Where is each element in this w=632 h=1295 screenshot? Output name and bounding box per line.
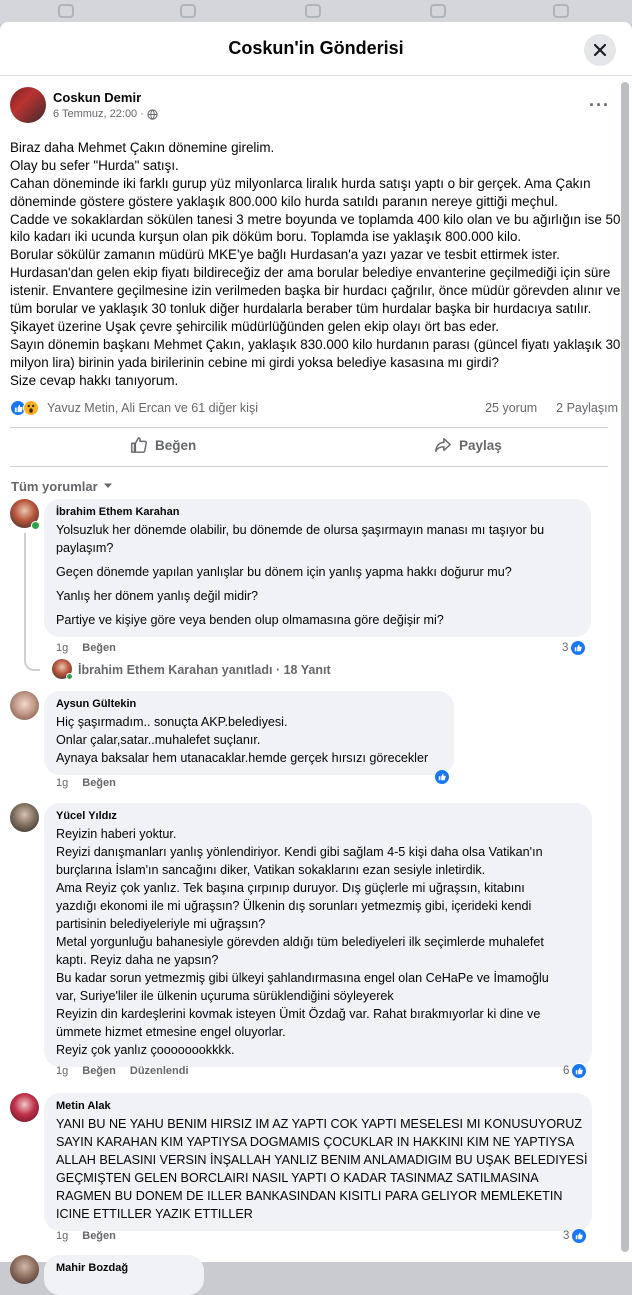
- share-button[interactable]: [434, 436, 502, 454]
- comment-bubble: [44, 1093, 592, 1231]
- groups-icon[interactable]: [430, 4, 446, 18]
- comment-text: [56, 521, 580, 629]
- comment-line: paylaşım?: [56, 541, 114, 556]
- comment-line: Reyizin haberi yoktur.: [56, 827, 177, 842]
- comment-line: Reyizin din kardeşlerini kovmak isteyen Ümit Özdağ var. Rahat bırakmıyorlar ki dine ve: [56, 1007, 541, 1022]
- close-button[interactable]: [584, 34, 616, 66]
- post-action-bar: [10, 427, 608, 467]
- comment-line: Onlar çalar,satar..muhalefet suçlanır.: [56, 733, 261, 748]
- comment-meta: [56, 1230, 116, 1242]
- comment-item: [0, 499, 618, 691]
- comment-line: YANI BU NE YAHU BENIM HIRSIZ IM AZ YAPTI COK YAPTI MESELESI MI KONUSUYORUZ: [56, 1117, 583, 1132]
- comment-line: Metal yorgunluğu bahanesiyle görevden aldığı tüm belediyeleri ilk seçimlerde muhalefet: [56, 935, 544, 950]
- shares-count[interactable]: 2 Paylaşım: [556, 401, 618, 416]
- comment-bubble: [44, 691, 454, 775]
- caret-down-icon: [103, 482, 113, 490]
- comment-like-button[interactable]: Beğen: [82, 1230, 116, 1243]
- like-count-value: 3: [562, 642, 569, 655]
- post-line: Borular sökülür zamanın müdürü MKE'ye bağlı Hurdasan'a yazı yazar ve tesbit ettirmek ister.: [10, 247, 560, 263]
- comment-line: Yolsuzluk her dönemde olabilir, bu dönemde de olursa şaşırmayın manası mı taşıyor bu: [56, 523, 545, 538]
- share-button-label: Paylaş: [459, 437, 502, 453]
- post-meta: [53, 108, 158, 120]
- comment-item: [0, 803, 618, 1093]
- dialog-title: Coskun'in Gönderisi: [228, 38, 404, 58]
- comment-item: [0, 1093, 618, 1255]
- share-icon: [434, 436, 452, 454]
- like-reaction-icon: [571, 1063, 587, 1079]
- comment-line: var, Suriye'liler ile ülkenin uçuruma sürüklendiğini söyleyerek: [56, 989, 394, 1004]
- post-line: Biraz daha Mehmet Çakın dönemine girelim.: [10, 140, 275, 155]
- post-date[interactable]: 6 Temmuz, 22:00 ·: [53, 108, 144, 120]
- post-line: Şikayet üzerine Uşak çevre şehircilik müdürlüğünden gelen ekip olayı ört bas eder.: [10, 318, 500, 334]
- reply-thread-line: [24, 533, 40, 671]
- comment-line: RAGMEN BU DONEM DE ILLER BANKASINDAN KISITLI PARA GELIYOR MEMLEKETIN: [56, 1189, 563, 1204]
- like-count-value: 3: [563, 1230, 570, 1243]
- comment-line: Geçen dönemde yapılan yanlışlar bu dönem için yanlış yapma hakkı doğurur mu?: [56, 565, 512, 580]
- gaming-icon[interactable]: [553, 4, 569, 18]
- comment-like-button[interactable]: Beğen: [82, 777, 116, 790]
- comment-like-count[interactable]: [434, 769, 450, 785]
- commenter-avatar[interactable]: [10, 1093, 39, 1122]
- comment-line: kaptı. Reyiz daha ne yapsın?: [56, 953, 219, 968]
- more-options-button[interactable]: ···: [589, 95, 610, 115]
- comments-filter[interactable]: [0, 473, 618, 499]
- commenter-name[interactable]: Metin Alak: [56, 1100, 111, 1113]
- comment-line: Reyiz çok yanlız çoooooookkkk.: [56, 1043, 235, 1058]
- post-header: [0, 77, 618, 137]
- post-dialog: [0, 22, 632, 1275]
- comment-bubble: [44, 499, 591, 637]
- counts: [485, 401, 618, 415]
- comment-line: ALLAH BELASINI VERSIN İNŞALLAH YANLIZ BENIM ANLAMADIGIM BU UŞAK BELEDIYESİ: [56, 1153, 588, 1168]
- comment-line: Reyizi danışmanları yanlış yönlendiriyor. Kendi gibi sağlam 4-5 kişi daha olsa Vatikan'ın: [56, 845, 543, 860]
- top-navigation: [0, 0, 632, 24]
- post-line: istenir. Envantere geçilmesine izin verilmeden başka bir hurdacı çağrılır, önce müdür görevden alınır ve: [10, 283, 621, 299]
- comment-like-button[interactable]: Beğen: [82, 1065, 116, 1078]
- post-line: Hurdasan'dan gelen ekip fiyatı bildireceğiz der ama borular belediye envanterine geçilmediği için süre: [10, 265, 611, 281]
- comment-line: Yanlış her dönem yanlış değil midir?: [56, 589, 259, 604]
- home-icon[interactable]: [58, 4, 74, 18]
- comment-bubble: [44, 1255, 204, 1295]
- commenter-avatar[interactable]: [10, 1255, 39, 1284]
- post-line: Cadde ve sokaklardan sökülen tanesi 3 metre boyunda ve toplamda 400 kilo olan ve bu ağırlığın ise 50: [10, 211, 621, 227]
- comment-meta: [56, 777, 116, 789]
- commenter-name[interactable]: Yücel Yıldız: [56, 810, 117, 823]
- post-line: döneminde göstere göstere yaklaşık 800.000 kilo hurda satıldı paranın nereye gittiği meçhul.: [10, 193, 558, 209]
- wow-reaction-icon: [23, 400, 39, 416]
- post-line: tüm borular ve yaklaşık 30 tonluk diğer hurdalarla beraber tüm hurdalar başka bir hurdacıya satılır.: [10, 301, 592, 317]
- comment-line: Ama Reyiz çok yanlız. Tek başına çırpınıp duruyor. Dış güçlerle mi uğraşsın, kitabını: [56, 881, 525, 896]
- comment-like-count[interactable]: [563, 1063, 587, 1079]
- comment-edited-label: Düzenlendi: [129, 1065, 189, 1078]
- comment-like-count[interactable]: [563, 1228, 587, 1244]
- filter-label: Tüm yorumlar: [11, 478, 98, 494]
- post-line: Olay bu sefer "Hurda" satışı.: [10, 157, 179, 173]
- dialog-scrollbar[interactable]: [621, 82, 629, 1252]
- comments-count[interactable]: 25 yorum: [485, 401, 538, 416]
- post-author-name[interactable]: Coskun Demir: [53, 90, 142, 105]
- comment-text: [56, 825, 581, 1059]
- comment-time[interactable]: 1g: [56, 1230, 69, 1243]
- post-author-avatar[interactable]: [10, 87, 46, 123]
- comment-line: ümmete hizmet etmesine engel oluyorlar.: [56, 1025, 286, 1040]
- comment-time[interactable]: 1g: [56, 1065, 69, 1078]
- comment-like-count[interactable]: [562, 640, 586, 656]
- like-count-value: 6: [563, 1065, 570, 1078]
- post-line: kilo kadarı iki ucunda kurşun olan pik döküm boru. Toplamda ise yaklaşık 800.000 kilo.: [10, 229, 522, 245]
- comment-line: yazdığı ekonomi ile mi uğraşsın? Ülkenin dış sorunları yetmezmiş gibi, içerideki kendi: [56, 899, 532, 914]
- dialog-content[interactable]: [0, 77, 621, 1275]
- comment-bubble: [44, 803, 592, 1067]
- thumbs-up-icon: [130, 436, 148, 454]
- comment-meta: [56, 642, 116, 654]
- view-replies-link[interactable]: İbrahim Ethem Karahan yanıtladı · 18 Yanıt: [78, 663, 331, 678]
- commenter-avatar[interactable]: [10, 803, 39, 832]
- globe-icon: [147, 109, 158, 120]
- commenter-name[interactable]: İbrahim Ethem Karahan: [56, 506, 180, 519]
- video-icon[interactable]: [180, 4, 196, 18]
- comment-line: ICINE ETTILLER YAZIK ETTILLER: [56, 1207, 253, 1222]
- comment-line: GEÇMIŞTEN GELEN BORCLAIRI NASIL YAPTI O KADAR TASINMAZ SATILMASINA: [56, 1171, 539, 1186]
- like-reaction-icon: [570, 640, 586, 656]
- comment-like-button[interactable]: Beğen: [82, 642, 116, 655]
- comment-line: Partiye ve kişiye göre veya benden olup olmamasına göre değişir mi?: [56, 613, 444, 628]
- reactors-text[interactable]: Yavuz Metin, Ali Ercan ve 61 diğer kişi: [47, 401, 258, 416]
- like-reaction-icon: [571, 1228, 587, 1244]
- comment-line: burçlarına İslam'ın sancağını diker, Vatikan sokaklarını ezan sesiyle inletirdik.: [56, 863, 486, 878]
- close-icon: [593, 43, 607, 57]
- reaction-icons[interactable]: [10, 400, 39, 416]
- like-reaction-icon: [434, 769, 450, 785]
- comment-item: [0, 691, 618, 803]
- comment-line: Bu kadar sorun yetmezmiş gibi ülkeyi şahlandırmasına engel olan CeHaPe ve İmamoğlu: [56, 971, 549, 986]
- like-button-label: Beğen: [155, 437, 197, 453]
- comment-item: [0, 1255, 618, 1295]
- like-button[interactable]: [130, 436, 196, 454]
- comment-time[interactable]: 1g: [56, 642, 69, 655]
- comment-line: SAYIN KARAHAN KIM YAPTIYSA DOGMAMIS ÇOCUKLAR IN HAKKINI KIM NE YAPTIYSA: [56, 1135, 575, 1150]
- commenter-name[interactable]: Aysun Gültekin: [56, 698, 137, 711]
- comment-text: [56, 1115, 588, 1223]
- marketplace-icon[interactable]: [305, 4, 321, 18]
- comment-line: Aynaya baksalar hem utanacaklar.hemde gerçek hırsızı görecekler: [56, 751, 429, 766]
- post-line: milyon lira) birinin yada birilerinin cebine mi girdi yoksa belediye kasasına mı girdi?: [10, 354, 499, 370]
- post-line: Sayın dönemin başkanı Mehmet Çakın, yaklaşık 830.000 kilo hurdanın parası (güncel fiyatı yaklaşık 30: [10, 336, 621, 352]
- dialog-header: [0, 22, 632, 76]
- post-line: Cahan döneminde iki farklı gurup yüz milyonlarca liralık hurda satışı yaptı o bir gerçek. Ama Çakın: [10, 175, 591, 191]
- comment-line: partisinin belediyeleriyle mi uğraşsın?: [56, 917, 266, 932]
- comment-text: [56, 713, 443, 767]
- post-line: Size cevap hakkı tanıyorum.: [10, 372, 179, 388]
- post-text: [0, 137, 621, 389]
- comment-meta: [56, 1065, 189, 1077]
- commenter-avatar[interactable]: [10, 691, 39, 720]
- online-indicator: [66, 673, 73, 680]
- online-indicator: [31, 521, 40, 530]
- comment-time[interactable]: 1g: [56, 777, 69, 790]
- comment-line: Hiç şaşırmadım.. sonuçta AKP.belediyesi.: [56, 715, 288, 730]
- reactions-summary: [0, 393, 618, 423]
- commenter-name[interactable]: Mahir Bozdağ: [56, 1262, 129, 1275]
